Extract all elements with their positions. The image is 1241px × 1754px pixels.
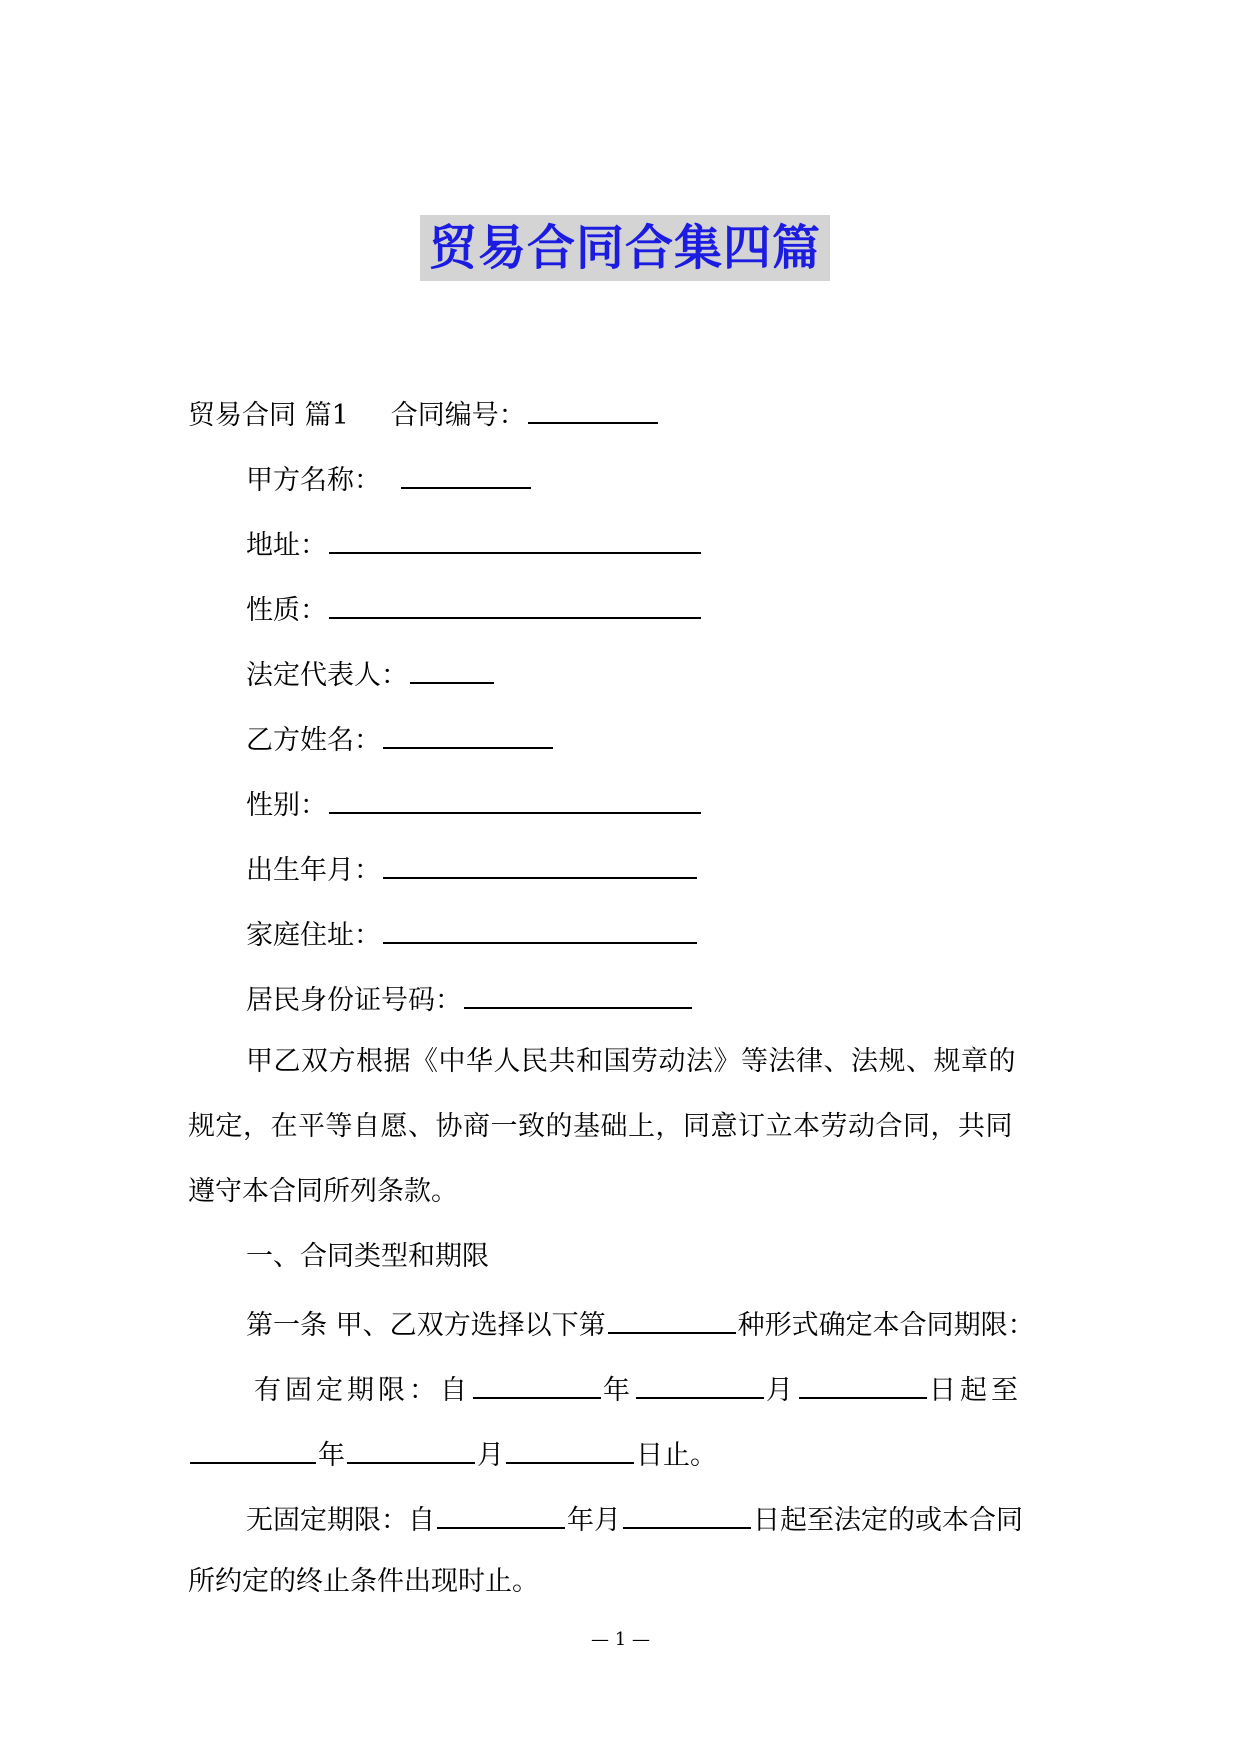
party-b-name-line: [246, 717, 555, 761]
home-address-blank: [383, 912, 697, 944]
home-address-label: 家庭住址：: [246, 920, 381, 951]
birth-line: [246, 847, 699, 891]
address-blank: [329, 522, 701, 554]
open-term-line-1: [246, 1497, 1023, 1541]
open-term-day-blank: [623, 1497, 751, 1529]
legal-rep-blank: [410, 652, 494, 684]
legal-rep-label: 法定代表人：: [246, 660, 408, 691]
nature-blank: [329, 587, 701, 619]
open-term-year-blank: [437, 1497, 565, 1529]
fixed-term-label: 有固定期限：自: [254, 1375, 471, 1406]
fixed-term-month: 月: [766, 1375, 797, 1406]
open-term-yearmonth: 年月: [567, 1505, 621, 1536]
article-1-suffix: 种形式确定本合同期限：: [737, 1310, 1035, 1341]
open-term-rest: 日起至法定的或本合同: [753, 1505, 1023, 1536]
gender-label: 性别：: [246, 790, 327, 821]
nature-line: [246, 587, 703, 631]
address-label: 地址：: [246, 530, 327, 561]
nature-label: 性质：: [246, 595, 327, 626]
address-line: [246, 522, 703, 566]
document-title: 贸易合同合集四篇: [420, 215, 830, 281]
birth-label: 出生年月：: [246, 855, 381, 886]
fixed-term-end-year-blank: [190, 1432, 316, 1464]
fixed-term-day-blank: [799, 1367, 927, 1399]
contract-section-label: 贸易合同 篇1: [188, 400, 349, 431]
party-b-name-blank: [383, 717, 553, 749]
section-heading: 一、合同类型和期限: [246, 1241, 489, 1272]
open-term-label: 无固定期限：自: [246, 1505, 435, 1536]
legal-rep-line: [246, 652, 496, 696]
article-1-line: [246, 1302, 1035, 1346]
fixed-term-line-1: [254, 1367, 1022, 1411]
id-number-line: [246, 977, 694, 1021]
fixed-term-month2: 月: [477, 1440, 504, 1471]
party-a-name-blank: [401, 457, 531, 489]
gender-blank: [329, 782, 701, 814]
fixed-term-end-month-blank: [347, 1432, 475, 1464]
home-address-line: [246, 912, 699, 956]
contract-number-blank: [528, 392, 658, 424]
intro-line-1: 甲乙双方根据《中华人民共和国劳动法》等法律、法规、规章的: [246, 1046, 1016, 1077]
fixed-term-day-from: 日起至: [929, 1375, 1022, 1406]
fixed-term-line-2: [188, 1432, 717, 1476]
party-b-name-label: 乙方姓名：: [246, 725, 381, 756]
fixed-term-year2: 年: [318, 1440, 345, 1471]
contract-number-label: 合同编号：: [390, 400, 526, 431]
gender-line: [246, 782, 703, 826]
fixed-term-day-to: 日止。: [636, 1440, 717, 1471]
intro-line-3: 遵守本合同所列条款。: [188, 1176, 458, 1207]
fixed-term-month-blank: [636, 1367, 764, 1399]
id-number-blank: [464, 977, 692, 1009]
fixed-term-end-day-blank: [506, 1432, 634, 1464]
fixed-term-year-blank: [473, 1367, 601, 1399]
fixed-term-year: 年: [603, 1375, 634, 1406]
intro-line-2: 规定，在平等自愿、协商一致的基础上，同意订立本劳动合同，共同: [188, 1111, 1013, 1142]
party-a-name-label: 甲方名称：: [246, 465, 381, 496]
header-line: [188, 392, 660, 436]
open-term-line-2: 所约定的终止条件出现时止。: [188, 1566, 539, 1597]
party-a-name-line: [246, 457, 533, 501]
article-1-blank: [608, 1302, 736, 1334]
birth-blank: [383, 847, 697, 879]
id-number-label: 居民身份证号码：: [246, 985, 462, 1016]
page-number: — 1 —: [591, 1629, 650, 1650]
article-1-prefix: 第一条 甲、乙双方选择以下第: [246, 1310, 606, 1341]
